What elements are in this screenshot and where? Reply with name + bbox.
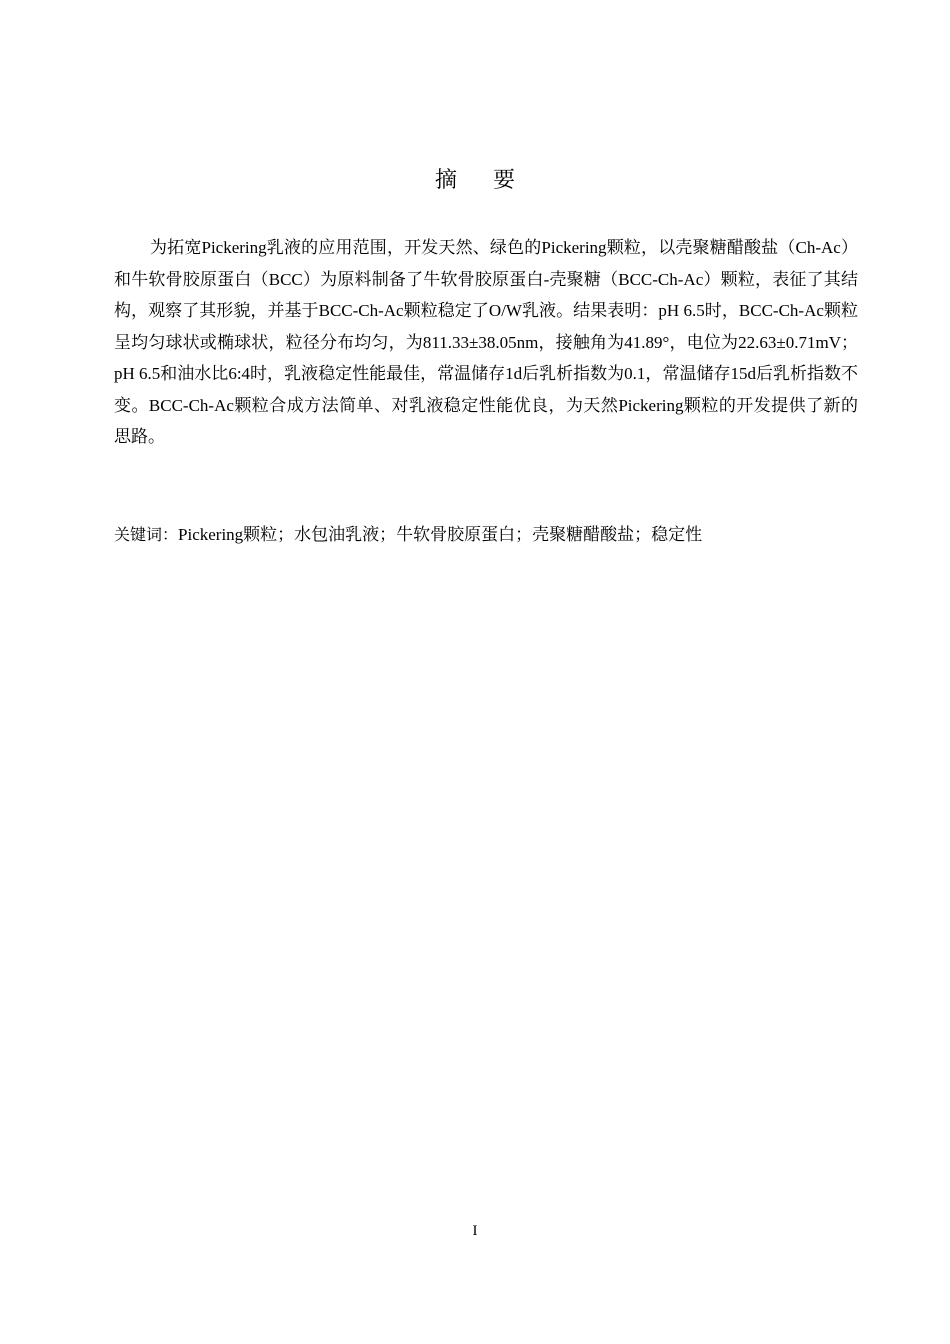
keywords-label: 关键词： (114, 525, 179, 544)
page-title (0, 166, 950, 196)
page-number: I (472, 1223, 478, 1239)
keywords-line (114, 519, 858, 550)
title-char-2: 要 (493, 168, 516, 193)
title-char-1: 摘 (434, 168, 457, 193)
keywords-text: Pickering颗粒；水包油乳液；牛软骨胶原蛋白；壳聚糖醋酸盐；稳定性 (178, 525, 703, 544)
abstract-paragraph: 为拓宽Pickering乳液的应用范围，开发天然、绿色的Pickering颗粒，以壳聚糖醋酸盐（Ch-Ac）和牛软骨胶原蛋白（BCC）为原料制备了牛软骨胶原蛋白-壳聚糖（BCC-Ch-Ac）颗粒，表征了其结构，观察了其形貌，并基于BCC-Ch-Ac颗粒稳定了O/W乳液。结果表明：pH 6.5时，BCC-Ch-Ac颗粒呈均匀球状或椭球状，粒径分布均匀，为811.33±38.05nm，接触角为41.89°，电位为22.63±0.71mV；pH 6.5和油水比6:4时，乳液稳定性能最佳，常温储存1d后乳析指数为0.1，常温储存15d后乳析指数不变。BCC-Ch-Ac颗粒合成方法简单、对乳液稳定性能优良，为天然Pickering颗粒的开发提供了新的思路。 (114, 238, 858, 446)
